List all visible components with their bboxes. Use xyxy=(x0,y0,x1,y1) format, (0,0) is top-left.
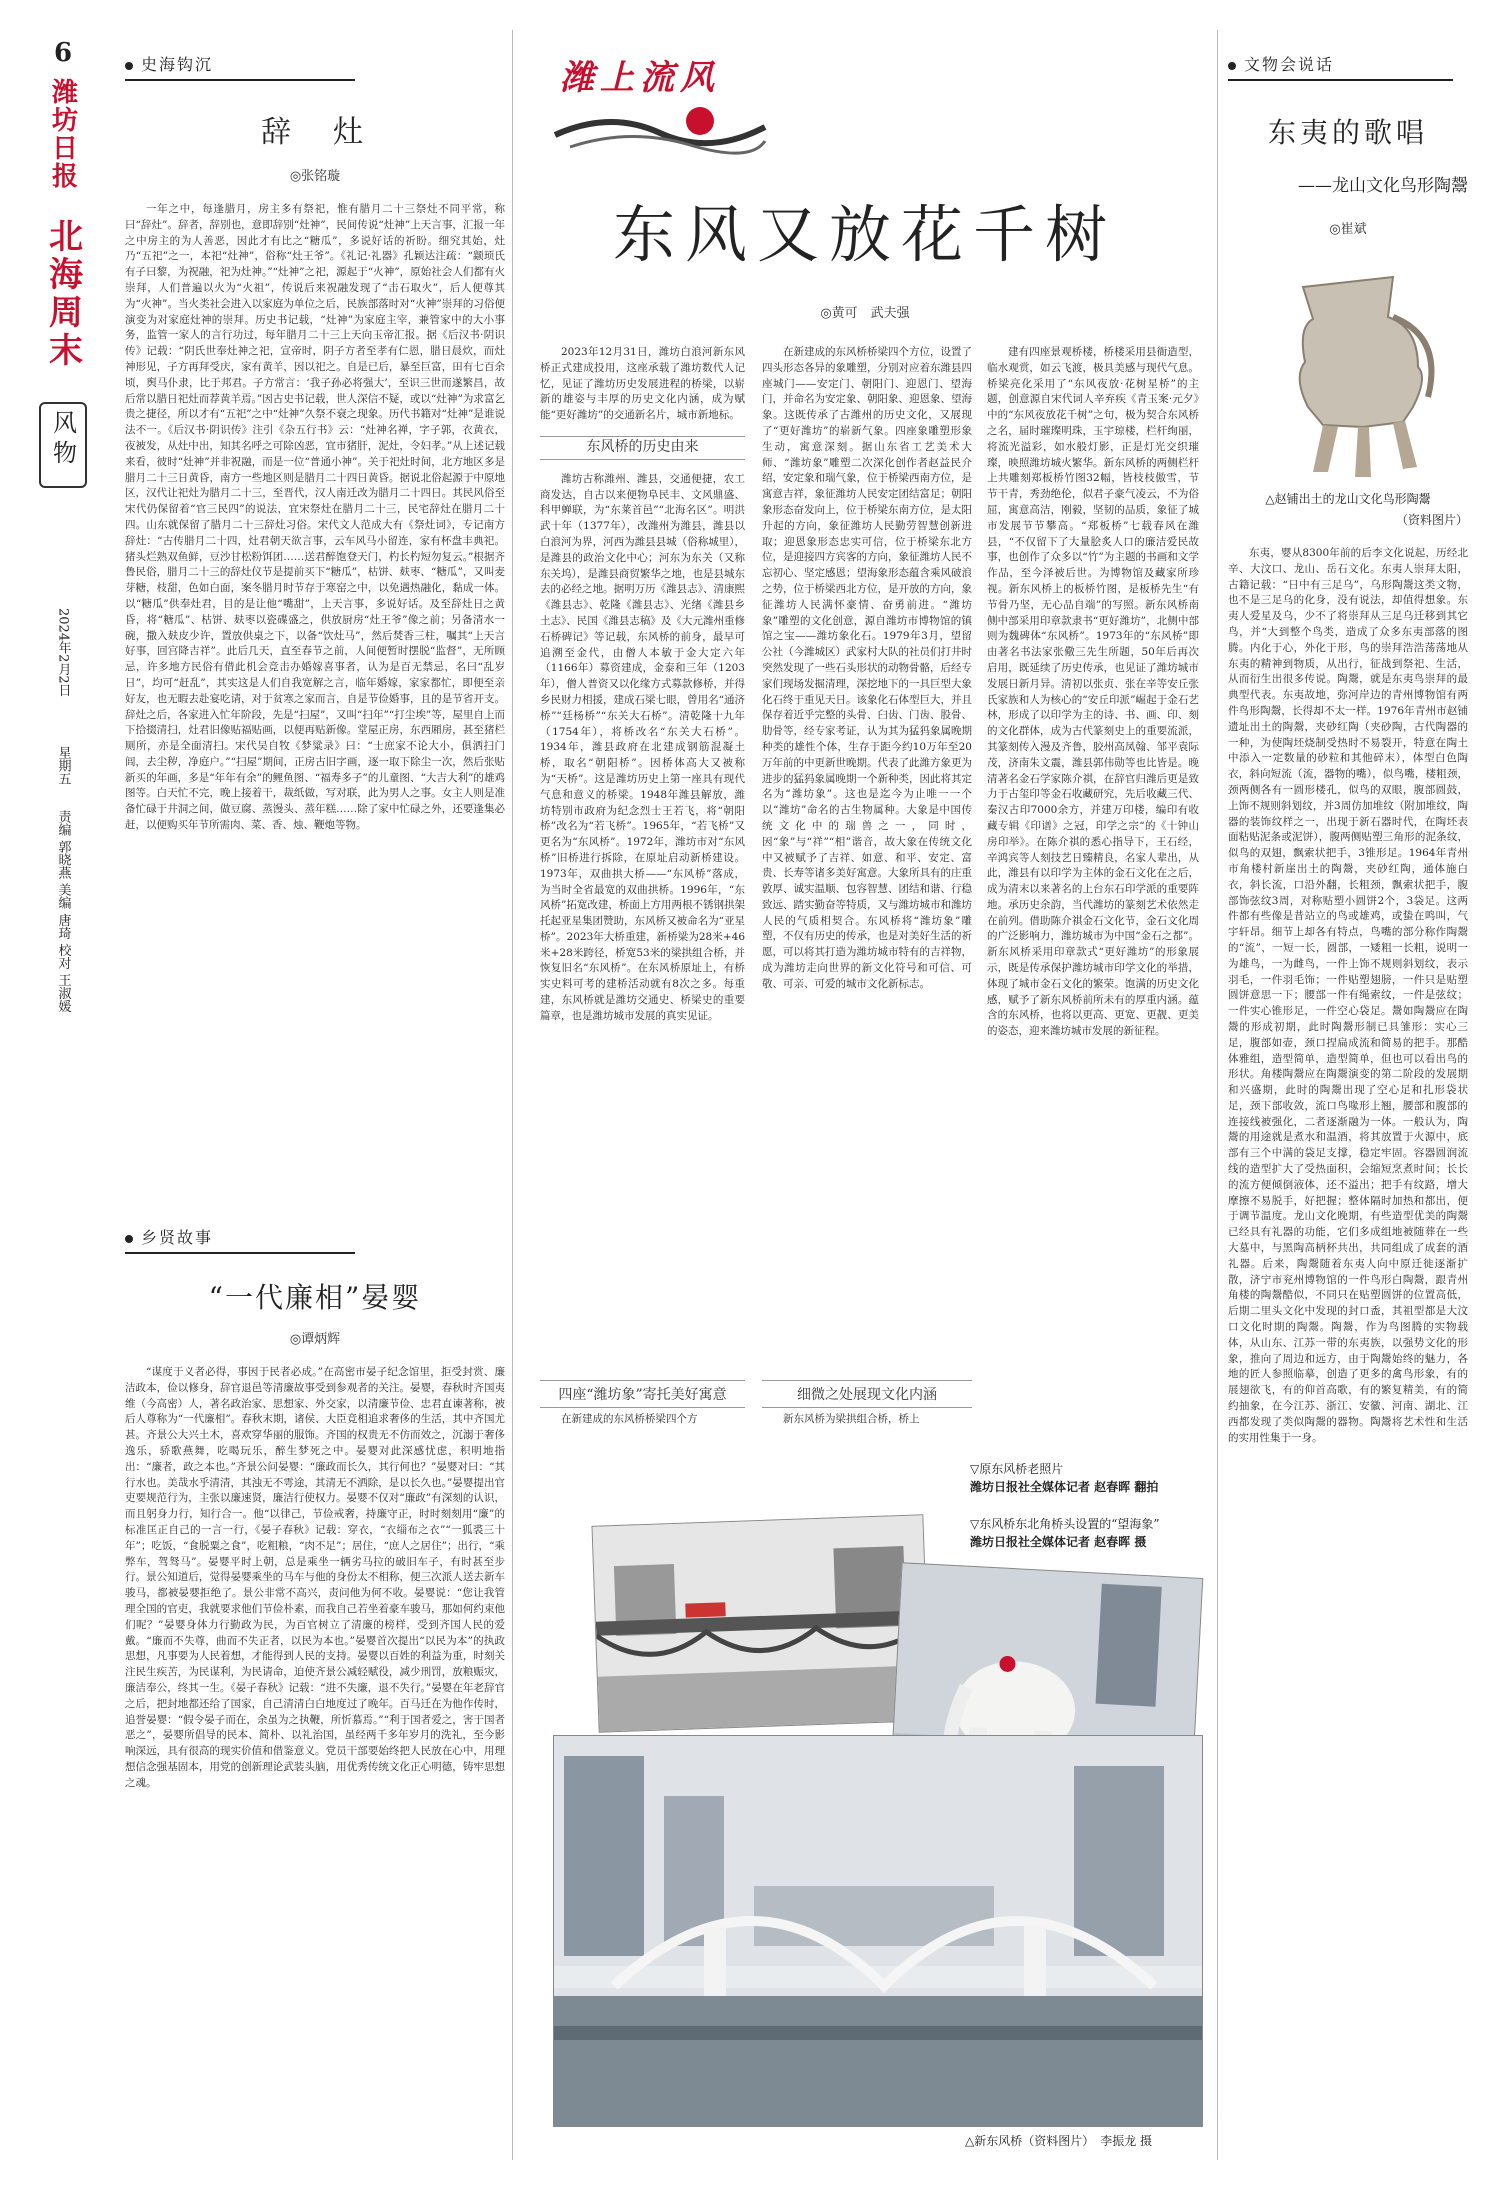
editors-credit: 责编 郭晓燕 美编 唐琦 校对 王淑媛 xyxy=(55,810,71,1013)
section-tag xyxy=(125,1225,355,1254)
wave-sun-icon xyxy=(550,95,770,155)
byline: ◎张铭璇 xyxy=(289,169,341,184)
caption-text: 新东风桥（资料图片） 李振龙 摄 xyxy=(974,2134,1153,2148)
caption-credit: 潍坊日报社全媒体记者 赵春晖 摄 xyxy=(970,1535,1147,1549)
section-tag xyxy=(1228,52,1453,81)
article-title: 东夷的歌唱 xyxy=(1267,116,1428,149)
paragraph: “谋度于义者必得，事因于民者必成。”在高密市晏子纪念馆里，拒受封赏、廉洁政本，俭以修身，辞官退邑等清廉故事受到参观者的关注。晏婴，春秋时齐国夷维（今高密）人，著名政治家、思想家、外交家，以清廉节俭、忠君直谏著称，被后人尊称为“一代廉相”。春秋末期，诸侯、大臣竞相追求奢侈的生活，其中齐国尤甚。齐景公大兴土木，喜欢穿华丽的服饰。齐国的权贵无不仿而效之，沉溺于奢侈逸乐，骄歌燕舞，吃喝玩乐，醉生梦死之中。晏婴对此深感忧虑，积明地指出：“廉者，政之本也。”齐景公问晏婴：“廉政而长久，其行何也？”晏婴对曰：“其行水也。美哉水乎清清，其浊无不雩途，其清无不洒除，是以长久也。”晏婴提出官吏要规范行为，主张以廉速贤，廉洁行使权力。晏婴不仅对“廉政”有深刻的认识，而且躬身力行，知行合一。他“以律己，节俭戒奢，持廉守正，时时刻刻用“廉”的标准匡正自己的一言一行，《晏子春秋》记载：穿衣，“衣缁布之衣”“一狐裘三十年”；吃饭，“食脱粟之食”，吃粗粮，“肉不足”；居住，“庶人之居住”；出行，“乘弊车，驾驽马”。晏婴平时上朝，总是乘坐一辆劣马拉的破旧车子，有时甚至步行。景公知道后，觉得晏婴乘坐的马车与他的身份太不相称，便三次派人送去新车骏马，都被晏婴拒绝了。景公非常不高兴，责问他为何不收。晏婴说：“您让我管理全国的官吏，我就要求他们节俭朴素，而我自己若坐着豪车骏马，那如何约束他们呢？”晏婴身体力行勤政为民，为百官树立了清廉的榜样，受到齐国人民的爱戴。“廉而不失尊，曲而不失正者，以民为本也。”晏婴首次提出“以民为本”的执政思想，凡事要为人民着想，才能得到人民的支持。晏婴以百姓的利益为重，时刻关注民生疾苦，为民谋利，为民请命，迫使齐景公减轻赋役，减少刑罚，放粮赈灾，廉洁奉公，终其一生。《晏子春秋》记载：“进不失廉，退不失行。”晏婴在年老辞官之后，把封地都还给了国家，自己清清白白地度过了晚年。百马迁在为他作传时，追誉晏婴：“假令晏子而在，余虽为之执鞭，所忻慕焉。”“利于国者爱之，害于国者恶之”，晏婴所倡导的民本、简朴、以礼治国，虽经两千多年岁月的洗礼，至今影响深远，具有很高的现实价值和借鉴意义。党员干部要始终把人民放在心中，用理想信念强基固本，用党的创新理论武装头脑，用优秀传统文化正心明德，铸牢思想之魂。 xyxy=(125,1366,505,1789)
caption-text: 东风桥东北角桥头设置的“望海象” xyxy=(979,1517,1160,1531)
article-title: 辞 灶 xyxy=(261,115,369,150)
bullet-icon xyxy=(125,62,133,70)
pottery-gui-illustration xyxy=(1243,257,1453,482)
old-bridge-illustration xyxy=(593,1515,930,1731)
bullet-icon xyxy=(125,1235,133,1243)
photo-caption xyxy=(970,1515,1210,1551)
caption-credit: 潍坊日报社全媒体记者 赵春晖 翻拍 xyxy=(970,1480,1159,1494)
section-tag-label: 史海钩沉 xyxy=(141,55,214,74)
byline: ◎谭炳辉 xyxy=(289,1332,341,1347)
section-tag-label: 乡贤故事 xyxy=(141,1228,214,1247)
paragraph: 潍坊古称潍州、潍县，交通便捷，农工商发达，自古以来便物阜民丰、文风鼎盛、科甲蝉联，为“东莱首邑”“北海名区”。明洪武十年（1377年），改潍州为潍县，潍县以白浪河为界，河西为潍县县城（俗称城里），是潍县的政治文化中心；河东为东关（又称东关坞），是潍县商贸繁华之地，也是县城东去的必经之地。据明万历《潍县志》、清康熙《潍县志》、乾隆《潍县志》、光绪《潍县乡土志》、民国《潍县志稿》及《大元潍州重修石桥碑记》等记载，东风桥的前身，最早可追溯至金代，由僧人本敏于金大定六年（1166年）募资建成，金泰和三年（1203年），僧人普资又以化缘方式募款修桥，并得乡民财力相援，建成石梁七眼，曾用名“通济桥”“廷杨桥”“东关大石桥”。清乾隆十九年（1754年），将桥改名“东关大石桥”。1934年，潍县政府在北建成钢筋混凝土桥，取名“朝阳桥”。因桥体高大又被称为“天桥”。这是潍坊历史上第一座具有现代气息和意义的桥梁。1948年潍县解放，潍坊特别市政府为纪念烈士王若飞，将“朝阳桥”改名为“若飞桥”。1965年，“若飞桥”又更名为“东风桥”。1972年，潍坊市对“东风桥”旧桥进行拆除，在原址启动新桥建设。1973年，双曲拱大桥——“东风桥”落成，为当时全省最宽的双曲拱桥。1996年，“东风桥”拓宽改建，桥面上方用两根不锈钢拱架托起亚星集团赞助，东风桥又被命名为“亚星桥”。2023年大桥重建，新桥梁为28米+46米+28米跨径，桥宽53米的梁拱组合桥，并恢复旧名“东风桥”。在东风桥原址上，有桥实史料可考的建桥活动就有8次之多。每重建，东风桥就是潍坊交通史、桥梁史的重要篇章，也是潍坊城市发展的真实见证。 xyxy=(540,472,745,1022)
old-bridge-photo xyxy=(591,1514,930,1732)
column-divider xyxy=(512,30,513,2160)
article-body xyxy=(125,1365,505,2175)
sub-heading: 四座“潍坊象”寄托美好寓意 xyxy=(540,1380,745,1408)
column-divider xyxy=(1217,30,1218,2160)
article-col-c xyxy=(987,345,1199,1365)
article-body xyxy=(125,202,505,1212)
paper-name: 潍坊日报 xyxy=(47,78,78,190)
paragraph: 一年之中，每逢腊月，房主多有祭祀，惟有腊月二十三祭灶不同平常，称曰“辞灶”。辞者，辞别也，意即辞别“灶神”，民间传说“灶神”上天言事，汇报一年之中房主的为人善恶，因此才有比之“糖瓜”，多说好话的祈盼。细究其始，灶乃“五祀”之一，本祀“灶神”，俗称“灶王爷”。《礼记·礼器》孔颖达注疏：“颛顼氏有子曰黎，为祝融，祀为灶神。”“灶神”之祀，源起于“火神”，原始社会人们都有火崇拜，人们普遍以火为“火祖”，传说后来祝融发现了“击石取火”，后人便尊其为“火神”。当火类社会进入以家庭为单位之后，民族部落时对“火神”崇拜的习俗便演变为对家庭灶神的崇拜。历史书记载，“灶神”为家庭主宰，兼管家中的大小事务，监管一家人的言行功过，每年腊月二十三上天向玉帝汇报。据《后汉书·阴识传》记载：“阴氏世奉灶神之祀，宣帝时，阴子方者至孝有仁恩，腊日晨炊，而灶神形见，子方再拜受庆，家有黄羊，因以祀之。自是已后，暴至巨富，田有七百余顷，舆马仆隶，比于邦君。子方常言：‘我子孙必将强大’，至识三世而遂繁昌，故后常以腊日祀灶而荐黄羊焉。”因古史书记载，世人深信不疑，或以“灶神”为求富乞贵之捷径，所以才有“五祀”之中“灶神”久祭不衰之现象。历代书籍对“灶神”是谁说法不一。《后汉书·阴识传》注引《杂五行书》云：“灶神名禅，字子郭，衣黄衣，夜被发，从灶中出，知其名呼之可除凶恶，宜市猪肝，泥灶，令妇孝。”从上述记载来看，彼时“灶神”并非祝融，而是一位“普通小神”。关于祀灶时间，北方地区多是腊月二十三日黄昏，南方一些地区则是腊月二十四日黄昏。据说北俗起源于中原地区，汉代让祀灶为腊月二十三，至晋代，汉人南迁改为腊月二十四日。其民风俗至宋代仍保留着“官三民四”的说法，宜宋祭灶在腊月二十三，民宅辞灶在腊月二十四。山东就保留了腊月二十三辞灶习俗。宋代文人范成大有《祭灶词》，专记南方辞灶：“古传腊月二十四，灶君朝天欲言事，云车风马小留连，家有杯盘丰典祀。猪头烂熟双鱼鲜，豆沙甘松粉饵团……送君醉饱登天门，杓长杓短勿复云。”根据齐鲁民俗，腊月二十三的辞灶仪节是提前买下“糖瓜”，枯饼、麸枣、“糖瓜”，又叫麦芽糖，枝甜，色如白面，案冬腊月时节存于寒窑之中，以免遇热融化，黏成一体。以“糖瓜”供奉灶君，目的是让他“嘴甜”，上天言事，多说好话。及至辞灶日之黄昏，将“糖瓜”、枯饼、麸枣以瓷碟盛之，供放厨房“灶王爷”像之前；另备清水一碗，撒入麸皮少许，置放供桌之下，以备“饮灶马”，然后焚香三柱，嘱其“上天言好事，回宫降吉祥”。此后几天，直至春节之前，人间便暂时摆脱“监督”，无所顾忌，许多地方民俗有借此机会竞击办婚嫁喜事者，认为是百无禁忌，名曰“乱岁日”，均可“赶乱”，其实这是人们自我宽解之言，临年婚嫁，家家都忙，即便至亲好友，也无暇去赴宴吃请，对于贫寒之家而言，自是节俭婚事，且的是节省开支。辞灶之后，各家进入忙年阶段，先是“扫屋”，又叫“扫年”“打尘埃”等，屋里自上而下拾掇清扫，灶君旧像贴福贴画，以便再贴新像。堂屋正房，东西厢房，甚至猪栏厕所，亦是全面清扫。宋代吴自牧《梦粱录》曰：“士庶家不论大小，俱洒扫门闾，去尘秽，净庭户。”“扫屋”期间，正房古旧字画，逐一取下除尘一次，然后张贴新买的年画，多是“年年有余”的鲤鱼图、“福寿多子”的儿童图、“大吉大利”的雄鸡图等。白天忙不完，晚上接着干，裁纸做，写对联，此为男人之事。女主人则是准备忙碌于井洞之间，做豆腐、蒸馒头、蒸年糕……除了家中忙碌之外，还要逢集必赶，以便购买年节所需肉、菜、香、烛、鞭炮等物。 xyxy=(125,203,505,832)
paragraph: 建有四座景观桥楼，桥楼采用县衙造型，临水观赏，如云飞渡，极具美感与现代气息。桥梁亮化采用了“东风夜放·花树星桥”的主题，创意源自宋代词人辛弃疾《青玉案·元夕》中的“东风夜放花千树”之句，极为契合东风桥之名，届时璀璨明珠，玉宇琼楼，栏杆绚丽，将流光溢彩，如水般灯影，正是灯光交织璀璨，映照潍坊城火繁华。新东风桥的两侧栏杆上共雕刻郑板桥竹图32幅，皆枝枝傲雪，节节干青，秀劲绝伦，似君子豪气凌云，不为俗屈，寓意高洁，刚毅，坚韧的品质，象征了城市发展节节攀高。“郑板桥”七载春风在潍县，“不仅留下了大量脍炙人口的廉洁爱民故事，也创作了众多以“竹”为主题的书画和文学作品，至今泽被后世。为博物馆及藏家所珍视。新东风桥上的板桥竹图，是板桥先生“有节骨乃坚，无心品自端”的写照。新东风桥南侧中部采用印章款隶书“更好潍坊”，北侧中部则为魏碑体“东风桥”。1973年的“东风桥”即由著名书法家张儆三先生所题，50年后再次启用，既延续了历史传承，也见证了潍坊城市发展日新月异。清初以张贞、张在辛等安丘张氏家族和人为核心的“安丘印派”崛起于金石艺林，形成了以印学为主的诗、书、画、印、刻的文化群体，成为古代篆刻史上的重要流派，其篆刻传入漫及齐鲁，胶州高凤翰、邹平袁际茂，济南朱文震，潍县郭伟勋等也比皆是。晚清著名金石学家陈介祺，在辞官归潍后更是致力于古玺印等金石收藏研究，先后收藏三代、秦汉古印7000余方，并建万印楼，编印有收藏专辑《印谱》之冠，印学之宗“的《十钟山房印举》。在陈介祺的悉心指导下，王石经，辛鸿宾等人刻技艺日臻精良，名家人辈出，从此，潍县有以印学为主体的金石文化在之后，成为清末以来著名的上台东石印学派的重要阵地。承历史余韵，当代潍坊的篆刻艺术依然走在前列。借助陈介祺金石文化节，金石文化周的广泛影响力，潍坊城市为中国“金石之都”。新东风桥采用印章款式“更好潍坊”的形象展示，既是传承保护潍坊城市印学文化的举措，体现了城市金石文化的繁荣。饱满的历史文化感，赋予了新东风桥前所未有的厚重内涵。蕴含的东风桥，也将以更高、更宽、更靓、更美的姿态，迎来潍坊城市发展的新征程。 xyxy=(987,346,1199,1038)
caption-marker-icon: △ xyxy=(965,2134,975,2148)
paragraph: 在新建成的东风桥桥梁四个方位，设置了四头形态各异的象雕塑，分别对应着东潍县四座城门——安定门、朝阳门、迎恩门、望海门，并命名为安定象、朝阳象、迎恩象、望海象。这既传承了古潍州的历史文化，又展现了“更好潍坊”的崭新气象。四座象雕塑形象生动，寓意深刻。据山东省工艺美术大师、“潍坊象”雕塑二次深化创作者赵益民介绍，安定象和瑞气象，位于桥梁西南方位，是寓意吉祥，象征潍坊人民安定团结富足；朝阳象形态奋发向上，位于桥梁东南方位，是太阳升起的方向，象征潍坊人民勤劳智慧创新进取；迎恩象形态忠实可信，位于桥梁东北方位，是迎接四方宾客的方向，象征潍坊人民不忘初心、坚定感恩；望海象形态蕴含乘风破浪之势，位于桥梁西北方位，是开放的方向，象征潍坊人民满怀豪情、奋勇前进。“潍坊象”雕塑的文化创意，源自潍坊市博物馆的镇馆之宝——潍坊象化石。1979年3月，望留公社（今潍城区）武家村大队的社员们打井时突然发现了一些石头形状的动物骨骼，后经专家们现场发掘清理，深挖地下的一具巨型大象化石终于重见天日。该象化石体型巨大，并且保存着近乎完整的头骨、臼齿、门齿、股骨、肋骨等，经专家考证，认为其为猛犸象属晚期种类的雄性个体，生存于距今约10万年至20万年前的中更新世晚期。代表了此潍方象更为进步的猛犸象属晚期一个新种类，因此将其定名为“潍坊象”。这也是迄今为止唯一一个以“潍坊”命名的古生物属种。大象是中国传统文化中的瑞兽之一，同时，因“象”与“祥”“相”谐音，故大象在传统文化中又被赋予了吉祥、如意、和平、安定、富贵、长寿等诸多美好寓意。大象所具有的庄重敦厚、诚实温顺、包容智慧、团结和谐、行稳致远、踏实勤奋等特质，又与潍坊城市和潍坊人民的气质相契合。东风桥将“潍坊象”雕塑，不仅有历史的传承，也是对美好生活的祈愿，可以将其打造为潍坊城市特有的吉祥物，成为潍坊走向世界的新文化符号和可信、可敬、可亲、可爱的城市文化新标志。 xyxy=(762,346,972,990)
caption-marker-icon: △ xyxy=(1265,492,1275,506)
byline: ◎黄可 武夫强 xyxy=(820,306,910,321)
article-subtitle: ——龙山文化鸟形陶鬶 xyxy=(1298,176,1468,196)
article-dongyi xyxy=(1228,52,1468,1966)
brand-name: 北海周末 xyxy=(42,218,83,370)
caption-marker-icon: ▽ xyxy=(970,1517,980,1531)
article-cizao xyxy=(125,52,505,1212)
new-bridge-illustration xyxy=(554,1736,1202,2126)
section-box xyxy=(39,402,87,488)
column-logo xyxy=(540,40,820,150)
section-tag xyxy=(125,52,355,81)
article-dongfeng xyxy=(525,40,1205,1549)
paragraph: 东夷，婴从8300年前的后李文化说起，历经北辛、大汶口、龙山、岳石文化。东夷人崇拜太阳，古籍记载：“日中有三足乌”，乌形陶鬶这类文物，也不是三足乌的化身，没有说法，却值得想象。东夷人爱星及乌，少不了将崇拜从三足乌迁移到其它鸟，并“大到整个鸟类，造成了众多东夷部落的图腾。内化于心，外化于形，鸟的崇拜浩浩荡荡地从东夷的精神到物质，从出行，征战到祭祀、生活，从而衍生出很多传说。陶鬶，就是东夷鸟崇拜的最典型代表。东夷故地，弥河岸边的青州博物馆有两件鸟形陶鬶，长得却不太一样。1976年青州市赵铺遗址出土的陶鬶，夹砂红陶（夹砂陶，古代陶器的一种，为使陶坯烧制受热时不易裂开，特意在陶土中添入一定数量的砂粒和其他碎末），体型白色陶衣，斜向短流（流，器物的嘴），似鸟嘴，楼粗颈，颈两侧各有一圆形楼孔，似鸟的双眼，腹部圆鼓，上饰不规则斜划纹，并3周仿加堆纹（附加堆纹，陶器的装饰纹样之一，出现于新石器时代，在陶坯表面粘贴泥条或泥饼），腹两侧贴塑三角形的泥条纹，似鸟的双翅，飘索状把手，3锥形足。1964年青州市角楼村新崖出土的陶鬶，夹砂红陶，通体施白衣，斜长流，口沿外翻，长粗颈，飘索状把手，腹部饰弦纹3周，对称贴塑小圆饼2个，3袋足。这两件都有些像是昔站立的鸟或雄鸡，或蛰在鸣叫，气宇轩昂。细节上却各有特点，鸟嘴的部分称作陶鬶的“流”，一短一长，圆部，一矮粗一长粗，说明一为雄鸟，一为雌鸟，一件上饰不规则斜划纹，表示羽毛，一件羽毛饰；一件贴塑翅膀，一件只是贴塑圆饼意思一下；腰部一件有绳索纹，一件是弦纹；一件实心锥形足，一件空心袋足。鬶如陶鬶应在陶鬶的形成初期，此时陶鬶形制已具雏形：实心三足，腹部如壶，颈口捏扁成流和简易的把手。那酷体雅组，造型简单，造型简单，但也可以看出鸟的形状。角楼陶鬶应在陶鬶演变的第二阶段的发展期和兴盛期，此时的陶鬶出现了空心足和扎形袋状足，颈下部收敛，流口鸟喙形上翘，腰部和腹部的连接线被强化，二者逐渐融为一体。一般认为，陶鬶的用途就是煮水和温酒，将其放置于火源中，底部有三个中满的袋足支撑，稳定牢固。容器圆润流线的造型扩大了受热面积，会缩短烹煮时间；长长的流方便倾倒液体，还不溢出；把手有纹路，增大摩擦不易脱手，好把握；整体隔时加热和都出，便于调节温度。龙山文化晚期，有些造型优美的陶鬶已经具有礼器的功能，它们多成组地被随葬在一些大墓中，与黑陶高柄杯共出，共同组成了成套的酒礼器。后来，陶鬶随着东夷人向中原迁徙逐渐扩散，济宁市兖州博物馆的一件鸟形白陶鬶，跟青州角楼的陶鬶酷似，不同只在贴塑圆饼的位置高低，后期二里头文化中发现的封口盉，其祖型都是大汶口文化时期的陶鬶。陶鬶，作为鸟图腾的实物载体，从山东、江苏一带的东夷族，以强势文化的形象，推向了周边和远方，由于陶鬶始终的魅力，各地的匠人参照临摹，创造了更多的禽鸟形象，有的展翅欲飞，有的仰首高歌，有的繁复精美，有的简约抽象，在今江苏、浙江、安徽、河南、湖北、江西都发现了类似陶鬶的器物。陶鬶将艺术性和生活的实用性集于一身。 xyxy=(1228,547,1468,1444)
sub-heading: 东风桥的历史由来 xyxy=(540,436,745,460)
article-col-b xyxy=(762,345,972,1355)
article-title: 东风又放花千树 xyxy=(612,198,1117,271)
section-tag-label: 文物会说话 xyxy=(1244,55,1335,74)
photo-caption xyxy=(1228,490,1468,507)
bullet-icon xyxy=(1228,62,1236,70)
masthead-strip xyxy=(38,38,88,1238)
artifact-photo xyxy=(1243,257,1453,482)
photo-caption xyxy=(965,2132,1205,2149)
page-number: 6 xyxy=(53,38,73,68)
paragraph xyxy=(762,1412,972,1428)
paragraph-text: 新东风桥为梁拱组合桥，桥上 xyxy=(783,1413,920,1425)
caption-text: 赵铺出土的龙山文化鸟形陶鬶 xyxy=(1274,492,1431,506)
photo-caption xyxy=(970,1460,1210,1496)
new-bridge-photo xyxy=(553,1735,1203,2127)
article-title: “一代廉相”晏婴 xyxy=(208,1281,422,1314)
paragraph: 在新建成的东风桥桥梁四个方 xyxy=(561,1413,698,1425)
article-body xyxy=(1228,546,1468,1966)
article-yanying xyxy=(125,1225,505,2175)
photo-caption-source: （资料图片） xyxy=(1395,513,1468,527)
caption-marker-icon: ▽ xyxy=(970,1462,980,1476)
byline: ◎崔斌 xyxy=(1329,222,1367,237)
weekday: 星期五 xyxy=(55,746,71,785)
section-name: 风物 xyxy=(48,410,77,470)
paragraph: 2023年12月31日，潍坊白浪河新东风桥正式建成投用，这座承载了潍坊数代人记忆，见证了潍坊历史发展进程的桥梁，以崭新的雄姿与丰厚的历史文化内涵，成为赋能“更好潍坊”的交通新名片，城市新地标。 xyxy=(540,346,745,422)
sub-heading: 细微之处展现文化内涵 xyxy=(762,1380,972,1408)
article-col-a xyxy=(540,345,745,1355)
caption-text: 原东风桥老照片 xyxy=(979,1462,1064,1476)
issue-date: 2024年2月2日 xyxy=(55,608,71,697)
logo-title: 潍上流风 xyxy=(560,58,720,98)
